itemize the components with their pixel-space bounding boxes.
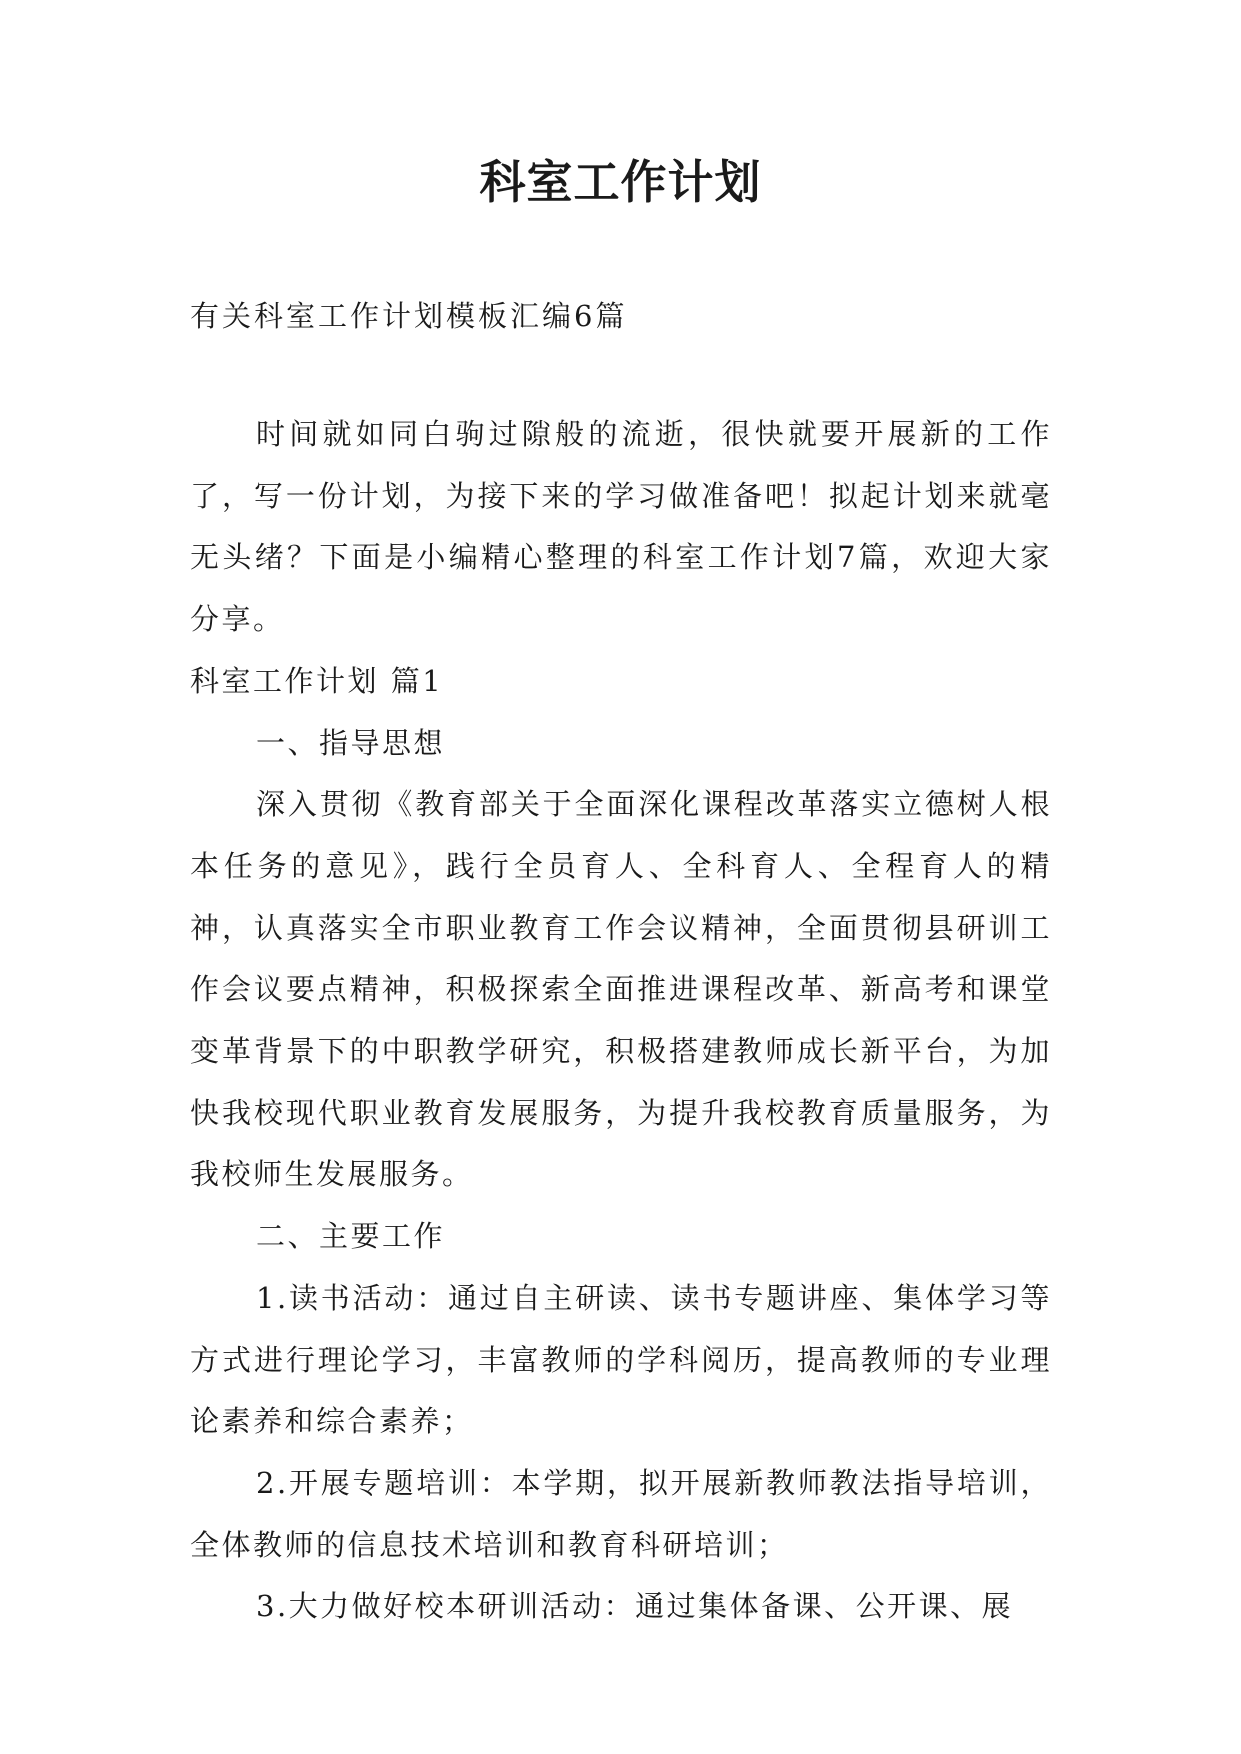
section-heading-part1: 科室工作计划 篇1 [190,663,444,698]
list-item-school-based-training: 3.大力做好校本研训活动：通过集体备课、公开课、展 [256,1589,1014,1624]
list-item-special-training: 2.开展专题培训：本学期，拟开展新教师教法指导培训，全体教师的信息技术培训和教育科研培训； [190,1465,1052,1562]
document-body [190,404,1052,1638]
list-item-reading-activities: 1.读书活动：通过自主研读、读书专题讲座、集体学习等方式进行理论学习，丰富教师的学科阅历，提高教师的专业理论素养和综合素养； [190,1280,1052,1439]
heading-guiding-ideology: 一、指导思想 [256,725,446,760]
document-subtitle: 有关科室工作计划模板汇编6篇 [190,299,628,333]
heading-main-work: 二、主要工作 [256,1219,446,1254]
intro-paragraph: 时间就如同白驹过隙般的流逝，很快就要开展新的工作了，写一份计划，为接下来的学习做准备吧！拟起计划来就毫无头绪？下面是小编精心整理的科室工作计划7篇，欢迎大家分享。 [190,417,1052,637]
document-title: 科室工作计划 [479,155,762,209]
paragraph-guiding-ideology: 深入贯彻《教育部关于全面深化课程改革落实立德树人根本任务的意见》，践行全员育人、全科育人、全程育人的精神，认真落实全市职业教育工作会议精神，全面贯彻县研训工作会议要点精神，积极探索全面推进课程改革、新高考和课堂变革背景下的中职教学研究，积极搭建教师成长新平台，为加快我校现代职业教育发展服务，为提升我校教育质量服务，为我校师生发展服务。 [190,787,1052,1192]
